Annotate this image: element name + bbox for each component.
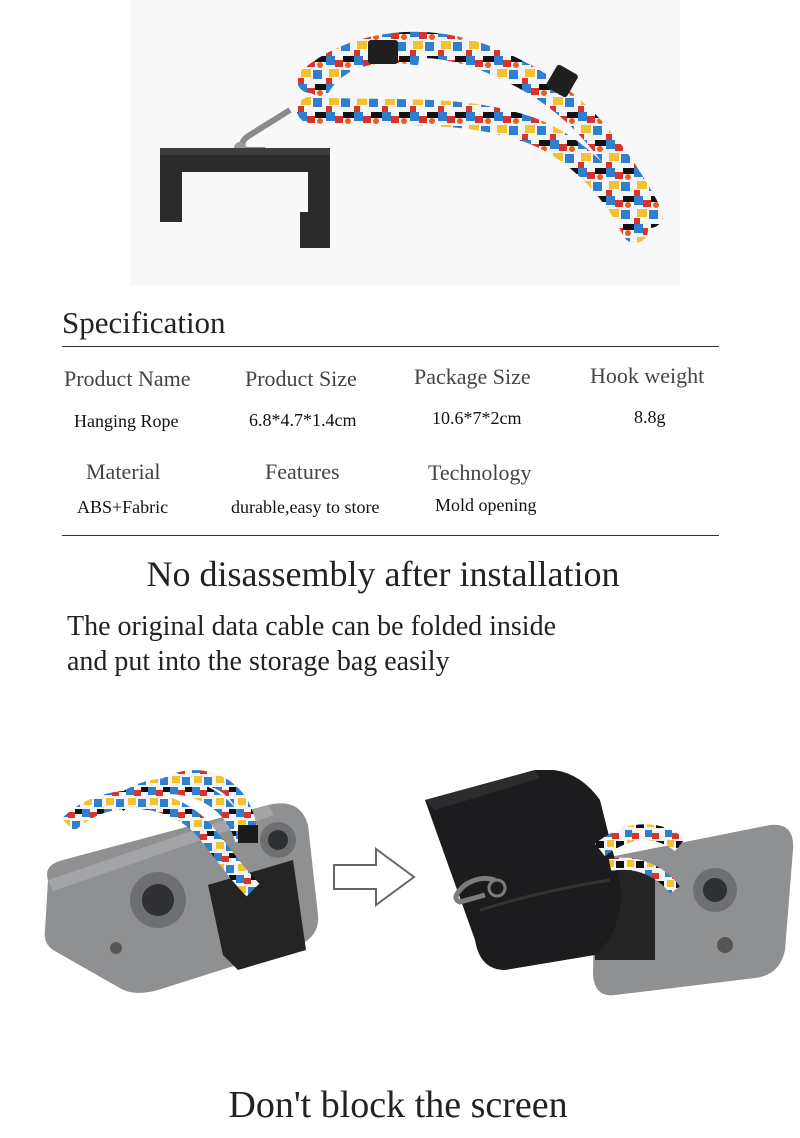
description-line-2: and put into the storage bag easily: [67, 646, 450, 677]
spec-header-product-size: Product Size: [245, 366, 357, 391]
spec-header-features: Features: [265, 459, 340, 484]
divider: [62, 535, 719, 536]
storage-bag-photo: [425, 770, 795, 1005]
spec-header-hook-weight: Hook weight: [590, 363, 705, 388]
spec-value-product-size: 6.8*4.7*1.4cm: [249, 410, 357, 430]
divider: [62, 346, 719, 347]
spec-value-technology: Mold opening: [435, 495, 537, 515]
spec-value-hook-weight: 8.8g: [634, 407, 666, 427]
headline: No disassembly after installation: [146, 554, 620, 594]
spec-value-features: durable,easy to store: [231, 497, 380, 517]
spec-value-product-name: Hanging Rope: [74, 411, 179, 431]
spec-value-package-size: 10.6*7*2cm: [432, 408, 522, 428]
spec-header-package-size: Package Size: [414, 364, 531, 389]
product-photo-lanyard-holder: [130, 0, 680, 285]
spec-header-product-name: Product Name: [64, 366, 191, 391]
arrow-right-icon: [330, 845, 418, 909]
description-line-1: The original data cable can be folded inside: [67, 611, 557, 642]
spec-header-material: Material: [86, 459, 161, 484]
spec-value-material: ABS+Fabric: [77, 497, 169, 517]
footer-caption: Don't block the screen: [228, 1084, 568, 1126]
specification-title: Specification: [62, 305, 226, 340]
spec-header-technology: Technology: [428, 460, 532, 485]
controller-with-lanyard-photo: [38, 765, 328, 1000]
